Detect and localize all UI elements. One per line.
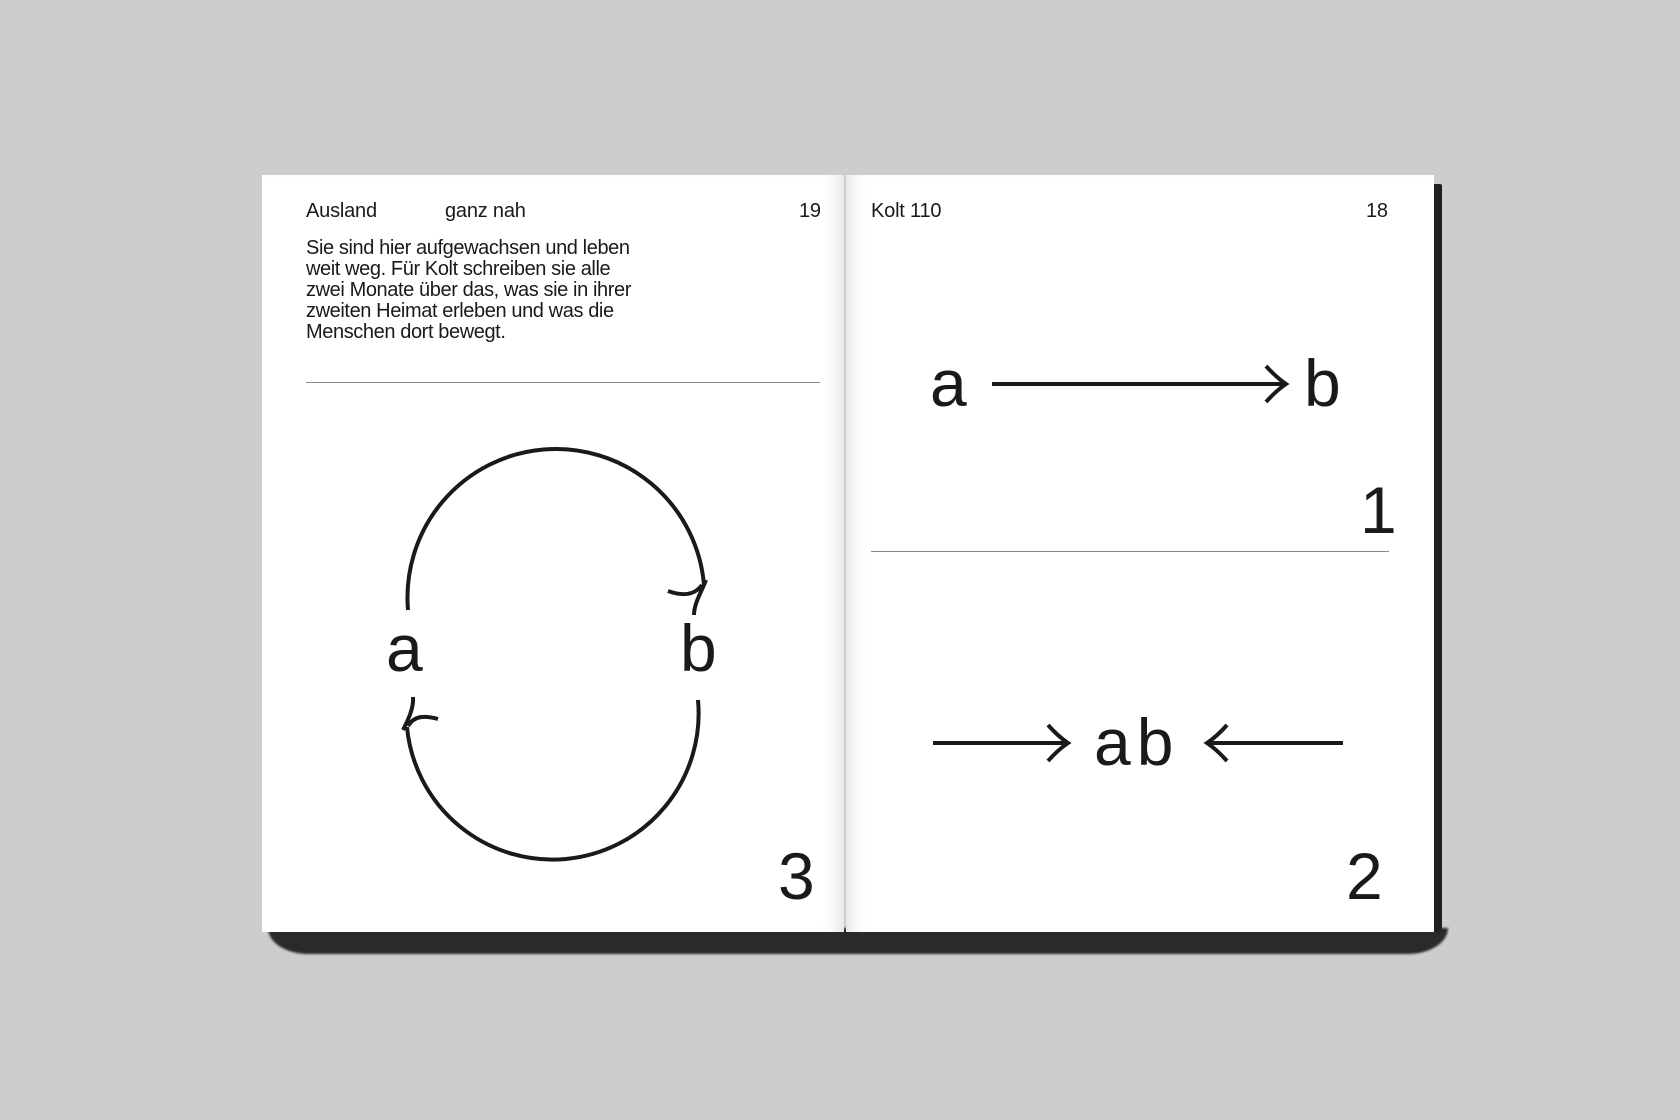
right-page [846, 175, 1434, 932]
flow-label-b: b [1304, 346, 1341, 420]
diagram-number-1: 1 [1360, 473, 1396, 547]
cycle-arrowhead-top [668, 580, 706, 615]
section-subtitle: ganz nah [445, 200, 526, 222]
converge-label-ab: ab [1094, 705, 1180, 779]
issue-title: Kolt 110 [871, 200, 942, 222]
cycle-label-a: a [386, 611, 423, 685]
page-number-left: 19 [799, 200, 821, 222]
divider-right [871, 551, 1389, 552]
diagram-number-2: 2 [1346, 839, 1382, 913]
cycle-arrowhead-bottom [403, 697, 438, 730]
diagram-number-3: 3 [778, 839, 814, 913]
page-number-right: 18 [1366, 200, 1388, 222]
cycle-diagram [262, 175, 844, 932]
arrow-diagrams [846, 175, 1434, 932]
intro-paragraph: Sie sind hier aufgewachsen und leben weit weg. Für Kolt schreiben sie alle zwei Monate über das, was sie in ihrer zweiten Heimat erleben und was die Menschen dort bewegt. [306, 237, 631, 343]
section-title: Ausland [306, 200, 377, 222]
flow-label-a: a [930, 346, 967, 420]
left-page [262, 175, 844, 932]
cycle-label-b: b [680, 611, 717, 685]
cycle-arrow-bottom [407, 700, 699, 860]
cycle-arrow-top [407, 449, 704, 610]
